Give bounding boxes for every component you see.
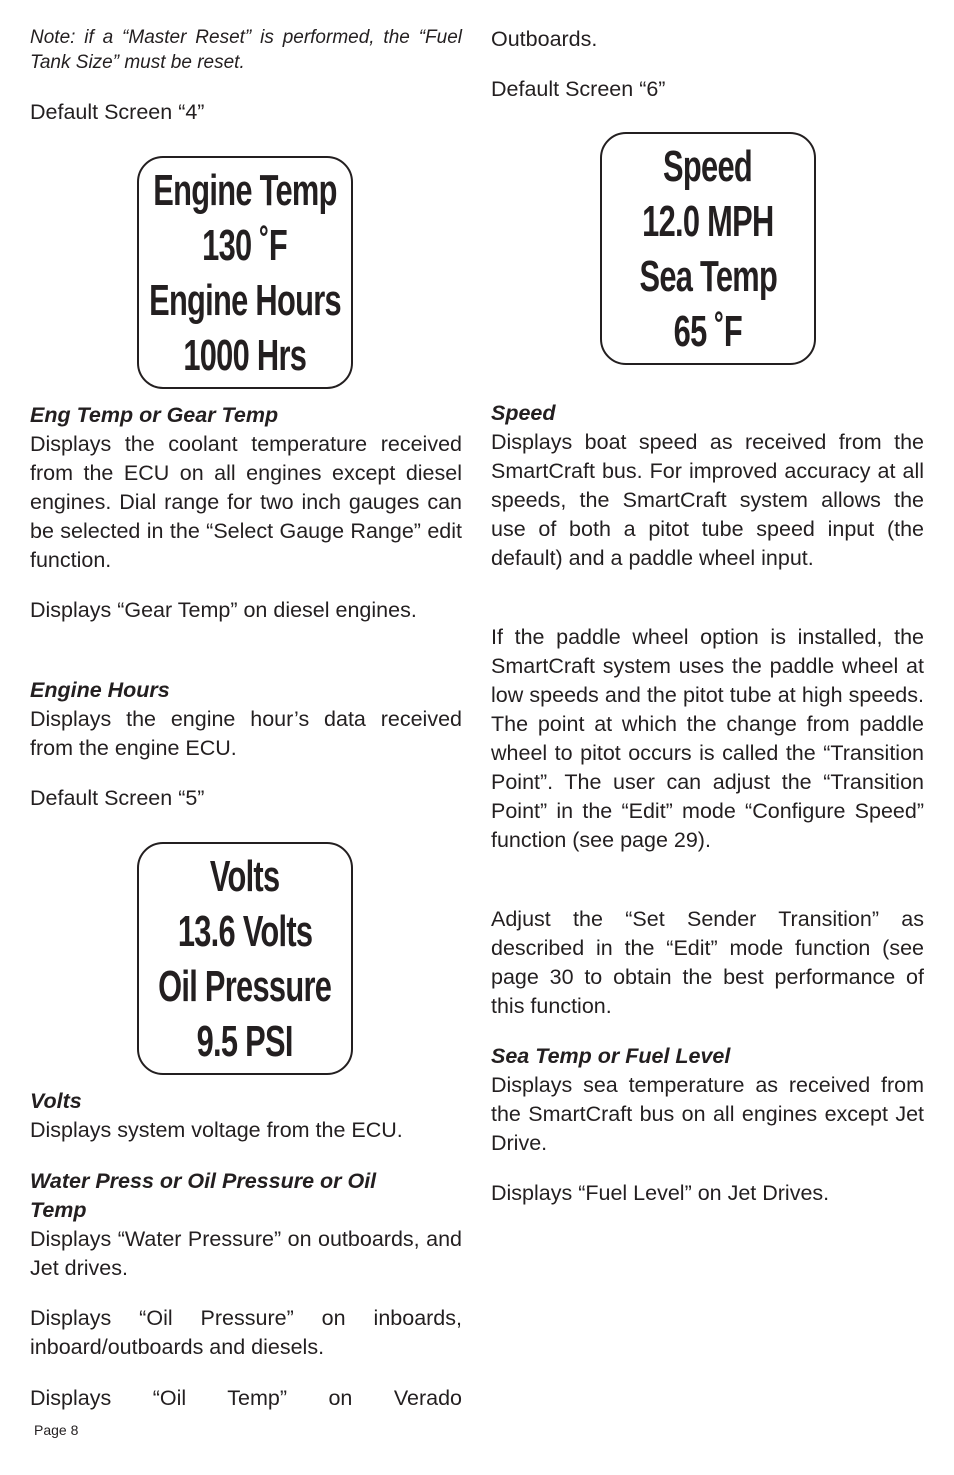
default-screen-4-label: Default Screen “4” [30, 100, 205, 124]
screen-line: 130 ˚F [202, 220, 288, 270]
eng-temp-body: Displays the coolant temperature received from the ECU on all engines except diesel engines. Dial range for two inch gauges can be selected in the “Select Gauge Range” edit function. [30, 432, 462, 572]
volts-heading: Volts [30, 1089, 82, 1113]
water-press-heading: Water Press or Oil Pressure or Oil Temp [30, 1169, 377, 1222]
engine-hours-body: Displays the engine hour’s data received from the engine ECU. [30, 707, 462, 760]
screen-line: 1000 Hrs [183, 330, 307, 380]
default-screen-6-label: Default Screen “6” [491, 77, 666, 101]
adjust-transition-body: Adjust the “Set Sender Transition” as described in the “Edit” mode function (see page 30 to obtain the best performance of this function. [491, 907, 924, 1018]
sea-temp-heading: Sea Temp or Fuel Level [491, 1044, 731, 1068]
page-number: Page 8 [34, 1422, 79, 1438]
default-screen-5-display [137, 842, 353, 1075]
screen-line: 12.0 MPH [642, 196, 774, 246]
default-screen-6-display [600, 132, 816, 365]
screen-line: 13.6 Volts [177, 906, 313, 956]
screen-line: Oil Pressure [158, 961, 332, 1011]
paddle-wheel-body: If the paddle wheel option is installed, the SmartCraft system uses the paddle wheel at low speeds and the pitot tube at high speeds. The point at which the change from paddle wheel to pitot occurs is called the “Transition Point”. The user can adjust the “Transition Point” in the “Edit” mode “Configure Speed” function (see page 29). [491, 625, 924, 852]
default-screen-5-label: Default Screen “5” [30, 786, 205, 810]
volts-body: Displays system voltage from the ECU. [30, 1118, 403, 1142]
master-reset-note: Note: if a “Master Reset” is performed, the “Fuel Tank Size” must be reset. [30, 27, 462, 73]
water-press-body: Displays “Water Pressure” on outboards, and Jet drives. [30, 1227, 462, 1280]
screen-line: Sea Temp [639, 251, 777, 301]
speed-body: Displays boat speed as received from the SmartCraft bus. For improved accuracy at all speeds, the SmartCraft system allows the use of both a pitot tube speed input (the default) and a paddle wheel input. [491, 430, 924, 570]
outboards-continuation: Outboards. [491, 27, 598, 51]
screen-line: Engine Temp [153, 165, 337, 215]
screen-line: 9.5 PSI [196, 1016, 294, 1066]
eng-temp-heading: Eng Temp or Gear Temp [30, 403, 279, 427]
oil-pressure-body: Displays “Oil Pressure” on inboards, inboard/outboards and diesels. [30, 1306, 462, 1359]
sea-temp-body: Displays sea temperature as received from the SmartCraft bus on all engines except Jet Drive. [491, 1073, 924, 1155]
oil-temp-body: Displays “Oil Temp” on Verado [30, 1386, 462, 1410]
screen-line: Volts [210, 851, 280, 901]
default-screen-4-display [137, 156, 353, 389]
speed-heading: Speed [491, 401, 556, 425]
fuel-level-body: Displays “Fuel Level” on Jet Drives. [491, 1181, 830, 1205]
screen-line: Engine Hours [149, 275, 341, 325]
screen-line: 65 ˚F [673, 306, 743, 356]
gear-temp-body: Displays “Gear Temp” on diesel engines. [30, 598, 417, 622]
engine-hours-heading: Engine Hours [30, 678, 170, 702]
screen-line: Speed [663, 141, 753, 191]
